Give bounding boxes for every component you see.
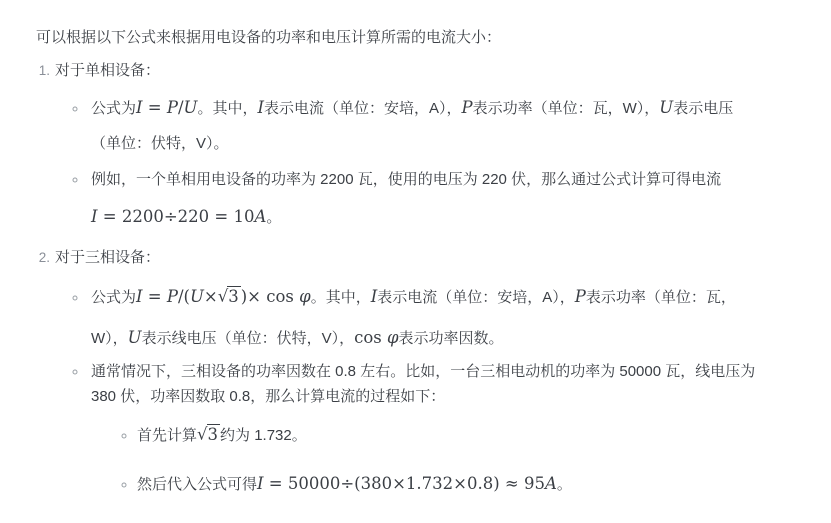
nested-bullet-item bbox=[137, 421, 786, 449]
text-run: 380 伏，功率因数取 0.8，那么计算电流的过程如下： bbox=[91, 387, 446, 405]
main-list bbox=[36, 59, 786, 498]
math-operator: = 2200÷220 = 10 bbox=[97, 206, 255, 226]
text-run: 表示功率（单位：瓦， bbox=[585, 288, 736, 306]
bullet-item bbox=[88, 163, 786, 235]
radical-sign-icon: √ bbox=[217, 286, 229, 306]
list-item-head bbox=[36, 246, 786, 270]
sqrt-radical bbox=[197, 421, 220, 449]
list-number: 1. bbox=[38, 63, 50, 78]
list-item-title: 对于单相设备： bbox=[55, 62, 161, 79]
nested-bullet-list bbox=[91, 421, 786, 498]
text-run: 。 bbox=[266, 208, 282, 226]
math-operator: )× cos bbox=[240, 286, 300, 306]
text-run: 表示功率（单位：瓦，W）， bbox=[472, 100, 660, 117]
sqrt-radical bbox=[218, 276, 241, 317]
radical-sign-icon: √ bbox=[197, 424, 208, 444]
math-operator: cos bbox=[354, 328, 387, 348]
text-run: 表示功率因数。 bbox=[398, 330, 504, 348]
text-run: 。其中， bbox=[197, 100, 258, 117]
text-run: 首先计算 bbox=[137, 426, 198, 444]
bullet-list bbox=[36, 276, 786, 498]
math-variable: U bbox=[189, 286, 204, 306]
text-run: 表示电压 bbox=[673, 100, 734, 117]
text-run: 。其中， bbox=[310, 288, 371, 306]
math-operator: = 50000÷(380×1.732×0.8) ≈ 95 bbox=[263, 474, 545, 494]
text-run: 然后代入公式可得 bbox=[137, 476, 258, 494]
text-run: （单位：伏特，V）。 bbox=[91, 134, 229, 152]
text-run: 表示电流（单位：安培，A）， bbox=[377, 288, 575, 306]
math-variable: φ bbox=[299, 286, 311, 306]
radicand: 3 bbox=[228, 286, 239, 306]
math-variable: A bbox=[254, 206, 267, 226]
text-run: 。 bbox=[556, 476, 572, 494]
math-variable: I bbox=[136, 286, 143, 306]
math-variable: P bbox=[461, 98, 473, 117]
math-variable: U bbox=[127, 328, 142, 348]
list-item bbox=[36, 246, 786, 498]
math-variable: I bbox=[257, 474, 264, 494]
math-variable: I bbox=[136, 98, 143, 117]
text-run: 公式为 bbox=[91, 288, 137, 306]
intro-paragraph: 可以根据以下公式来根据用电设备的功率和电压计算所需的电流大小： bbox=[36, 29, 502, 46]
math-variable: I bbox=[91, 206, 98, 226]
math-variable: U bbox=[659, 98, 674, 117]
list-item bbox=[36, 59, 786, 236]
list-item-title: 对于三相设备： bbox=[55, 248, 161, 266]
bullet-list bbox=[36, 89, 786, 236]
text-run: 约为 1.732。 bbox=[220, 426, 307, 444]
text-run: 例如，一个单相用电设备的功率为 2200 瓦，使用的电压为 220 伏，那么通过公式计算可得电流 bbox=[91, 171, 722, 189]
math-operator: = bbox=[142, 286, 167, 306]
math-variable: φ bbox=[386, 328, 399, 348]
text-run: 公式为 bbox=[91, 100, 137, 117]
text-run: 通常情况下，三相设备的功率因数在 0.8 左右。比如，一台三相电动机的功率为 50000 瓦，线电压为 bbox=[91, 363, 756, 381]
math-variable: P bbox=[166, 286, 178, 306]
math-variable: A bbox=[544, 474, 557, 494]
math-variable: P bbox=[166, 98, 178, 117]
math-operator: / bbox=[177, 98, 184, 117]
math-variable: I bbox=[370, 286, 378, 306]
math-operator: = bbox=[142, 98, 167, 117]
math-variable: P bbox=[574, 286, 586, 306]
radicand: 3 bbox=[207, 424, 219, 444]
bullet-item bbox=[88, 360, 786, 498]
text-run: 表示线电压（单位：伏特，V）， bbox=[141, 330, 355, 348]
list-number: 2. bbox=[38, 249, 50, 265]
bullet-item bbox=[88, 276, 786, 359]
bullet-item bbox=[88, 89, 786, 161]
text-run: W）， bbox=[91, 330, 128, 348]
list-item-head bbox=[36, 59, 786, 83]
math-operator: /( bbox=[177, 286, 190, 306]
math-operator: × bbox=[203, 286, 218, 306]
math-variable: I bbox=[257, 98, 264, 117]
text-run: 表示电流（单位：安培，A）， bbox=[264, 100, 462, 117]
math-variable: U bbox=[183, 98, 198, 117]
nested-bullet-item bbox=[137, 470, 786, 498]
